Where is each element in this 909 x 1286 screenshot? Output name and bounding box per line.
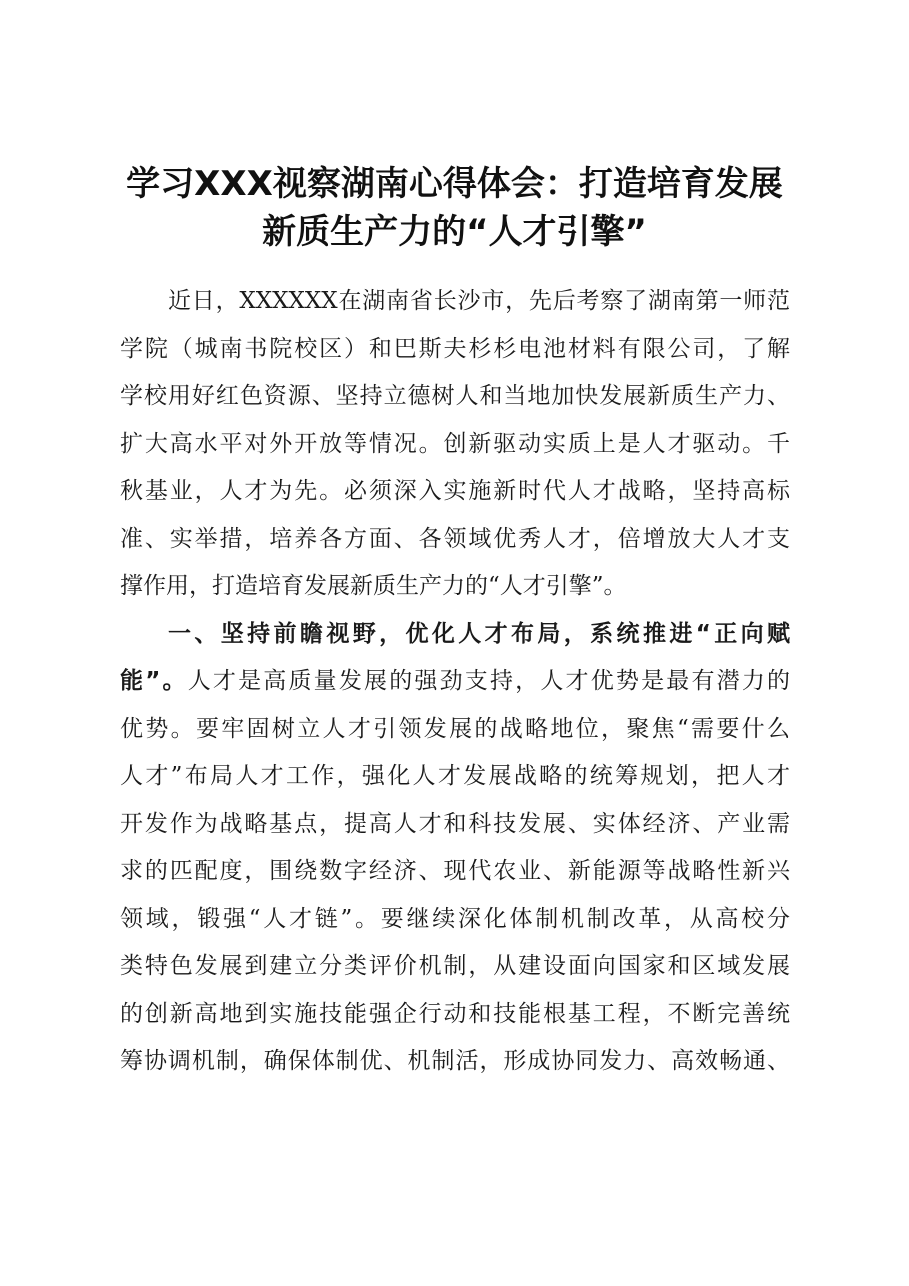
section-1-heading-end: 能”。 <box>120 668 188 694</box>
section-1-line: 求的匹配度，围绕数字经济、现代农业、新能源等战略性新兴 <box>120 858 790 884</box>
paragraph-line: 撑作用，打造培育发展新质生产力的“人才引擎”。 <box>120 573 627 599</box>
paragraph-1 <box>120 278 790 611</box>
paragraph-line: 学院（城南书院校区）和巴斯夫杉杉电池材料有限公司，了解 <box>120 335 790 362</box>
section-1-line: 人才”布局人才工作，强化人才发展战略的统筹规划，把人才 <box>120 763 790 789</box>
section-1-line: 筹协调机制，确保体制优、机制活，形成协同发力、高效畅通、 <box>120 1048 790 1074</box>
section-1-line: 优势。要牢固树立人才引领发展的战略地位，聚焦“需要什么 <box>120 715 790 742</box>
paragraph-line: 学校用好红色资源、坚持立德树人和当地加快发展新质生产力、 <box>120 383 790 409</box>
section-1-heading: 一、坚持前瞻视野，优化人才布局，系统推进“正向赋 <box>168 620 790 647</box>
document-title-line-1: 学习XXX视察湖南心得体会：打造培育发展 <box>126 164 783 204</box>
paragraph-line: 近日，XXXXXX在湖南省长沙市，先后考察了湖南第一师范 <box>168 288 790 314</box>
section-1-line: 开发作为战略基点，提高人才和科技发展、实体经济、产业需 <box>120 810 790 837</box>
section-1-line <box>120 658 790 706</box>
section-1-line: 类特色发展到建立分类评价机制，从建设面向国家和区域发展 <box>120 953 790 979</box>
paragraph-line: 秋基业，人才为先。必须深入实施新时代人才战略，坚持高标 <box>120 478 790 504</box>
paragraph-line: 扩大高水平对外开放等情况。创新驱动实质上是人才驱动。千 <box>120 430 790 457</box>
section-1-line-rest: 人才是高质量发展的强劲支持，人才优势是最有潜力的 <box>187 668 790 694</box>
section-1 <box>120 611 790 1086</box>
document-title-line-2: 新质生产力的“人才引擎” <box>262 212 647 252</box>
section-1-line: 的创新高地到实施技能强企行动和技能根基工程，不断完善统 <box>120 1000 790 1027</box>
document-body <box>120 278 790 1086</box>
section-1-line: 领域，锻强“人才链”。要继续深化体制机制改革，从高校分 <box>120 905 790 932</box>
paragraph-line: 准、实举措，培养各方面、各领域优秀人才，倍增放大人才支 <box>120 525 790 552</box>
